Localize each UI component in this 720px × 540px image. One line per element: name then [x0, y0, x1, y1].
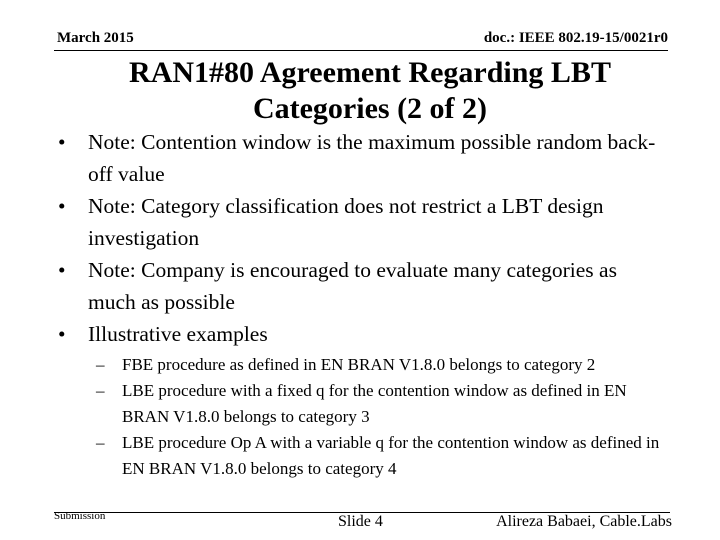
sub-bullet-item — [96, 378, 666, 430]
footer-submission: Submission — [54, 510, 106, 522]
bullet-item — [58, 254, 668, 318]
bullet-text: Illustrative examples — [88, 322, 268, 346]
header-date: March 2015 — [57, 30, 134, 46]
bullet-marker: • — [58, 322, 66, 346]
sub-bullet-marker: – — [96, 381, 105, 400]
bullet-item — [58, 318, 668, 350]
title-line-2: Categories (2 of 2) — [252, 92, 488, 125]
header-divider — [54, 50, 668, 51]
bullet-text: Note: Company is encouraged to evaluate many categories as much as possible — [88, 258, 617, 314]
slide-number: Slide 4 — [338, 513, 383, 530]
sub-bullet-marker: – — [96, 355, 105, 374]
sub-bullet-text: FBE procedure as defined in EN BRAN V1.8.0 belongs to category 2 — [122, 355, 596, 374]
slide-title — [60, 55, 680, 127]
sub-bullet-marker: – — [96, 433, 105, 452]
sub-bullet-list — [96, 352, 666, 482]
bullet-list — [58, 126, 668, 350]
bullet-marker: • — [58, 194, 66, 218]
title-line-1: RAN1#80 Agreement Regarding LBT — [129, 56, 611, 89]
sub-bullet-item — [96, 430, 666, 482]
footer-author: Alireza Babaei, Cable.Labs — [496, 513, 672, 530]
bullet-item — [58, 190, 668, 254]
sub-bullet-text: LBE procedure Op A with a variable q for the contention window as defined in EN BRAN V1.8.0 belongs to category 4 — [122, 433, 660, 478]
bullet-marker: • — [58, 258, 66, 282]
bullet-marker: • — [58, 130, 66, 154]
bullet-item — [58, 126, 668, 190]
header-doc-id: doc.: IEEE 802.19-15/0021r0 — [483, 30, 668, 46]
sub-bullet-item — [96, 352, 666, 378]
bullet-text: Note: Category classification does not restrict a LBT design investigation — [88, 194, 604, 250]
bullet-text: Note: Contention window is the maximum possible random back-off value — [88, 130, 656, 186]
sub-bullet-text: LBE procedure with a fixed q for the contention window as defined in EN BRAN V1.8.0 belongs to category 3 — [122, 381, 627, 426]
